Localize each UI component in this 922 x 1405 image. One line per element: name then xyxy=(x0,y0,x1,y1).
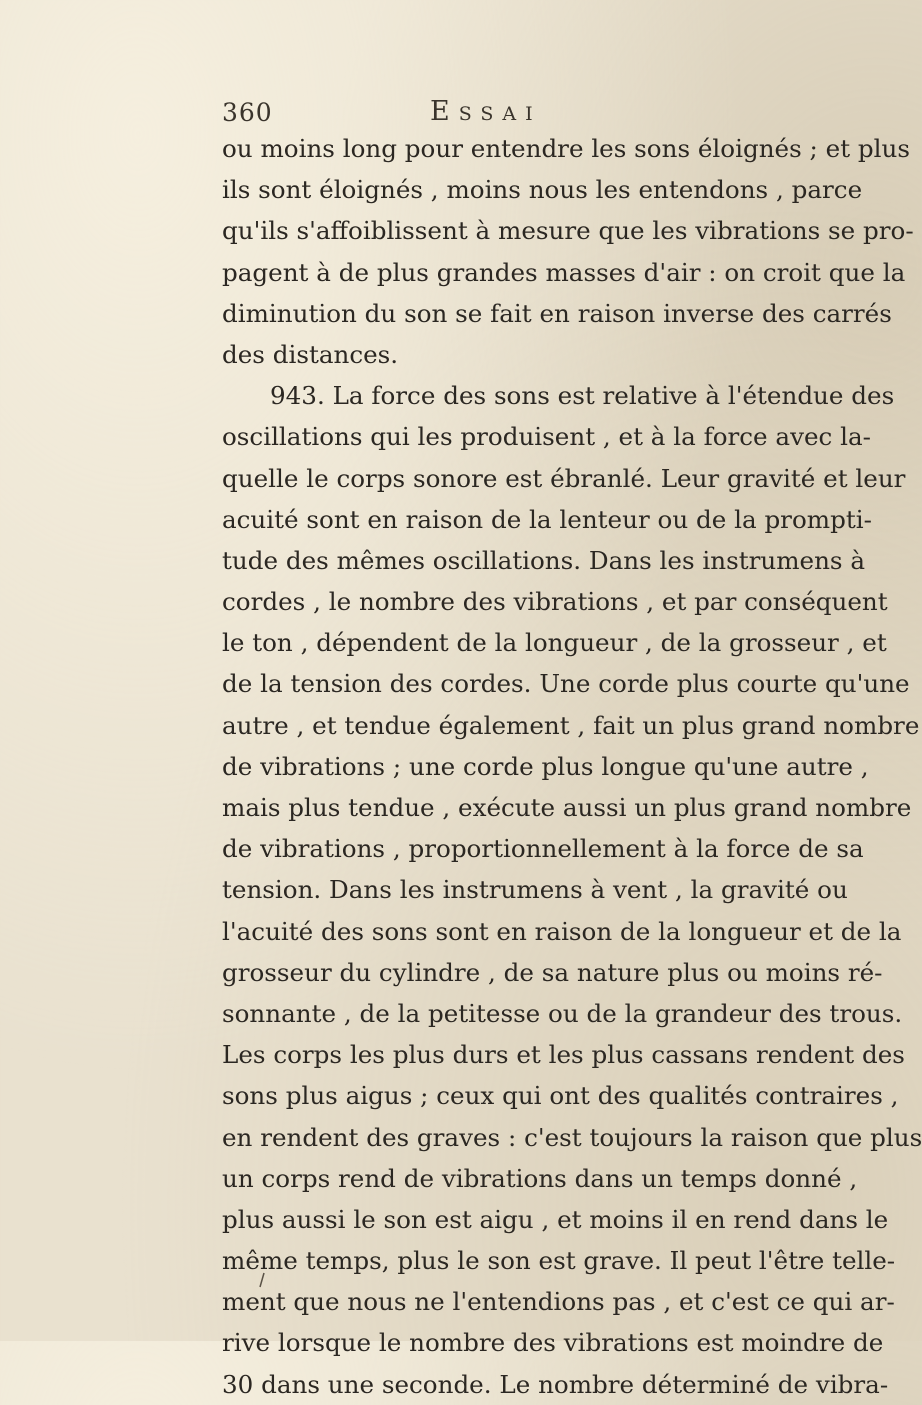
text-line: tude des mêmes oscillations. Dans les instrumens à xyxy=(222,545,866,575)
page-number: 360 xyxy=(222,98,273,127)
text-line: grosseur du cylindre , de sa nature plus ou moins ré- xyxy=(222,957,883,987)
text-line: ils sont éloignés , moins nous les entendons , parce xyxy=(222,175,863,205)
text-line: autre , et tendue également , fait un plus grand nombre xyxy=(222,710,920,740)
text-line: quelle le corps sonore est ébranlé. Leur gravité et leur xyxy=(222,463,906,493)
text-line: cordes , le nombre des vibrations , et par conséquent xyxy=(222,587,888,617)
text-line: qu'ils s'affoiblissent à mesure que les vibrations se pro- xyxy=(222,216,914,246)
text-line: l'acuité des sons sont en raison de la longueur et de la xyxy=(222,916,902,946)
text-line: diminution du son se fait en raison inverse des carrés xyxy=(222,298,892,328)
ink-speck xyxy=(258,1272,266,1286)
body-text xyxy=(222,128,922,1405)
text-line: Les corps les plus durs et les plus cassans rendent des xyxy=(222,1040,905,1070)
running-head: Essai xyxy=(430,96,542,127)
text-line: pagent à de plus grandes masses d'air : on croit que la xyxy=(222,257,906,287)
text-line: sons plus aigus ; ceux qui ont des qualités contraires , xyxy=(222,1081,899,1111)
text-line: acuité sont en raison de la lenteur ou de la prompti- xyxy=(222,504,872,534)
text-line: un corps rend de vibrations dans un temps donné , xyxy=(222,1163,858,1193)
text-line: de la tension des cordes. Une corde plus courte qu'une xyxy=(222,669,910,699)
text-line: sonnante , de la petitesse ou de la grandeur des trous. xyxy=(222,998,903,1028)
text-line: oscillations qui les produisent , et à la force avec la- xyxy=(222,422,871,452)
text-line: le ton , dépendent de la longueur , de la grosseur , et xyxy=(222,628,887,658)
text-line: ou moins long pour entendre les sons éloignés ; et plus xyxy=(222,134,910,163)
text-line: plus aussi le son est aigu , et moins il en rend dans le xyxy=(222,1204,889,1234)
text-line: des distances. xyxy=(222,339,399,369)
text-line: ment que nous ne l'entendions pas , et c'est ce qui ar- xyxy=(222,1287,895,1317)
text-line: de vibrations ; une corde plus longue qu'une autre , xyxy=(222,751,869,781)
text-line: en rendent des graves : c'est toujours la raison que plus xyxy=(222,1122,922,1152)
page-header xyxy=(222,98,742,132)
text-line: rive lorsque le nombre des vibrations est moindre de xyxy=(222,1328,884,1358)
paragraph-start-line: 943. La force des sons est relative à l'étendue des xyxy=(270,381,895,411)
text-line: 30 dans une seconde. Le nombre déterminé de vibra- xyxy=(222,1369,889,1399)
text-line: mais plus tendue , exécute aussi un plus grand nombre xyxy=(222,793,912,822)
text-line: même temps, plus le son est grave. Il peut l'être telle- xyxy=(222,1246,896,1276)
text-line: de vibrations , proportionnellement à la force de sa xyxy=(222,834,864,864)
text-line: tension. Dans les instrumens à vent , la gravité ou xyxy=(222,875,848,905)
